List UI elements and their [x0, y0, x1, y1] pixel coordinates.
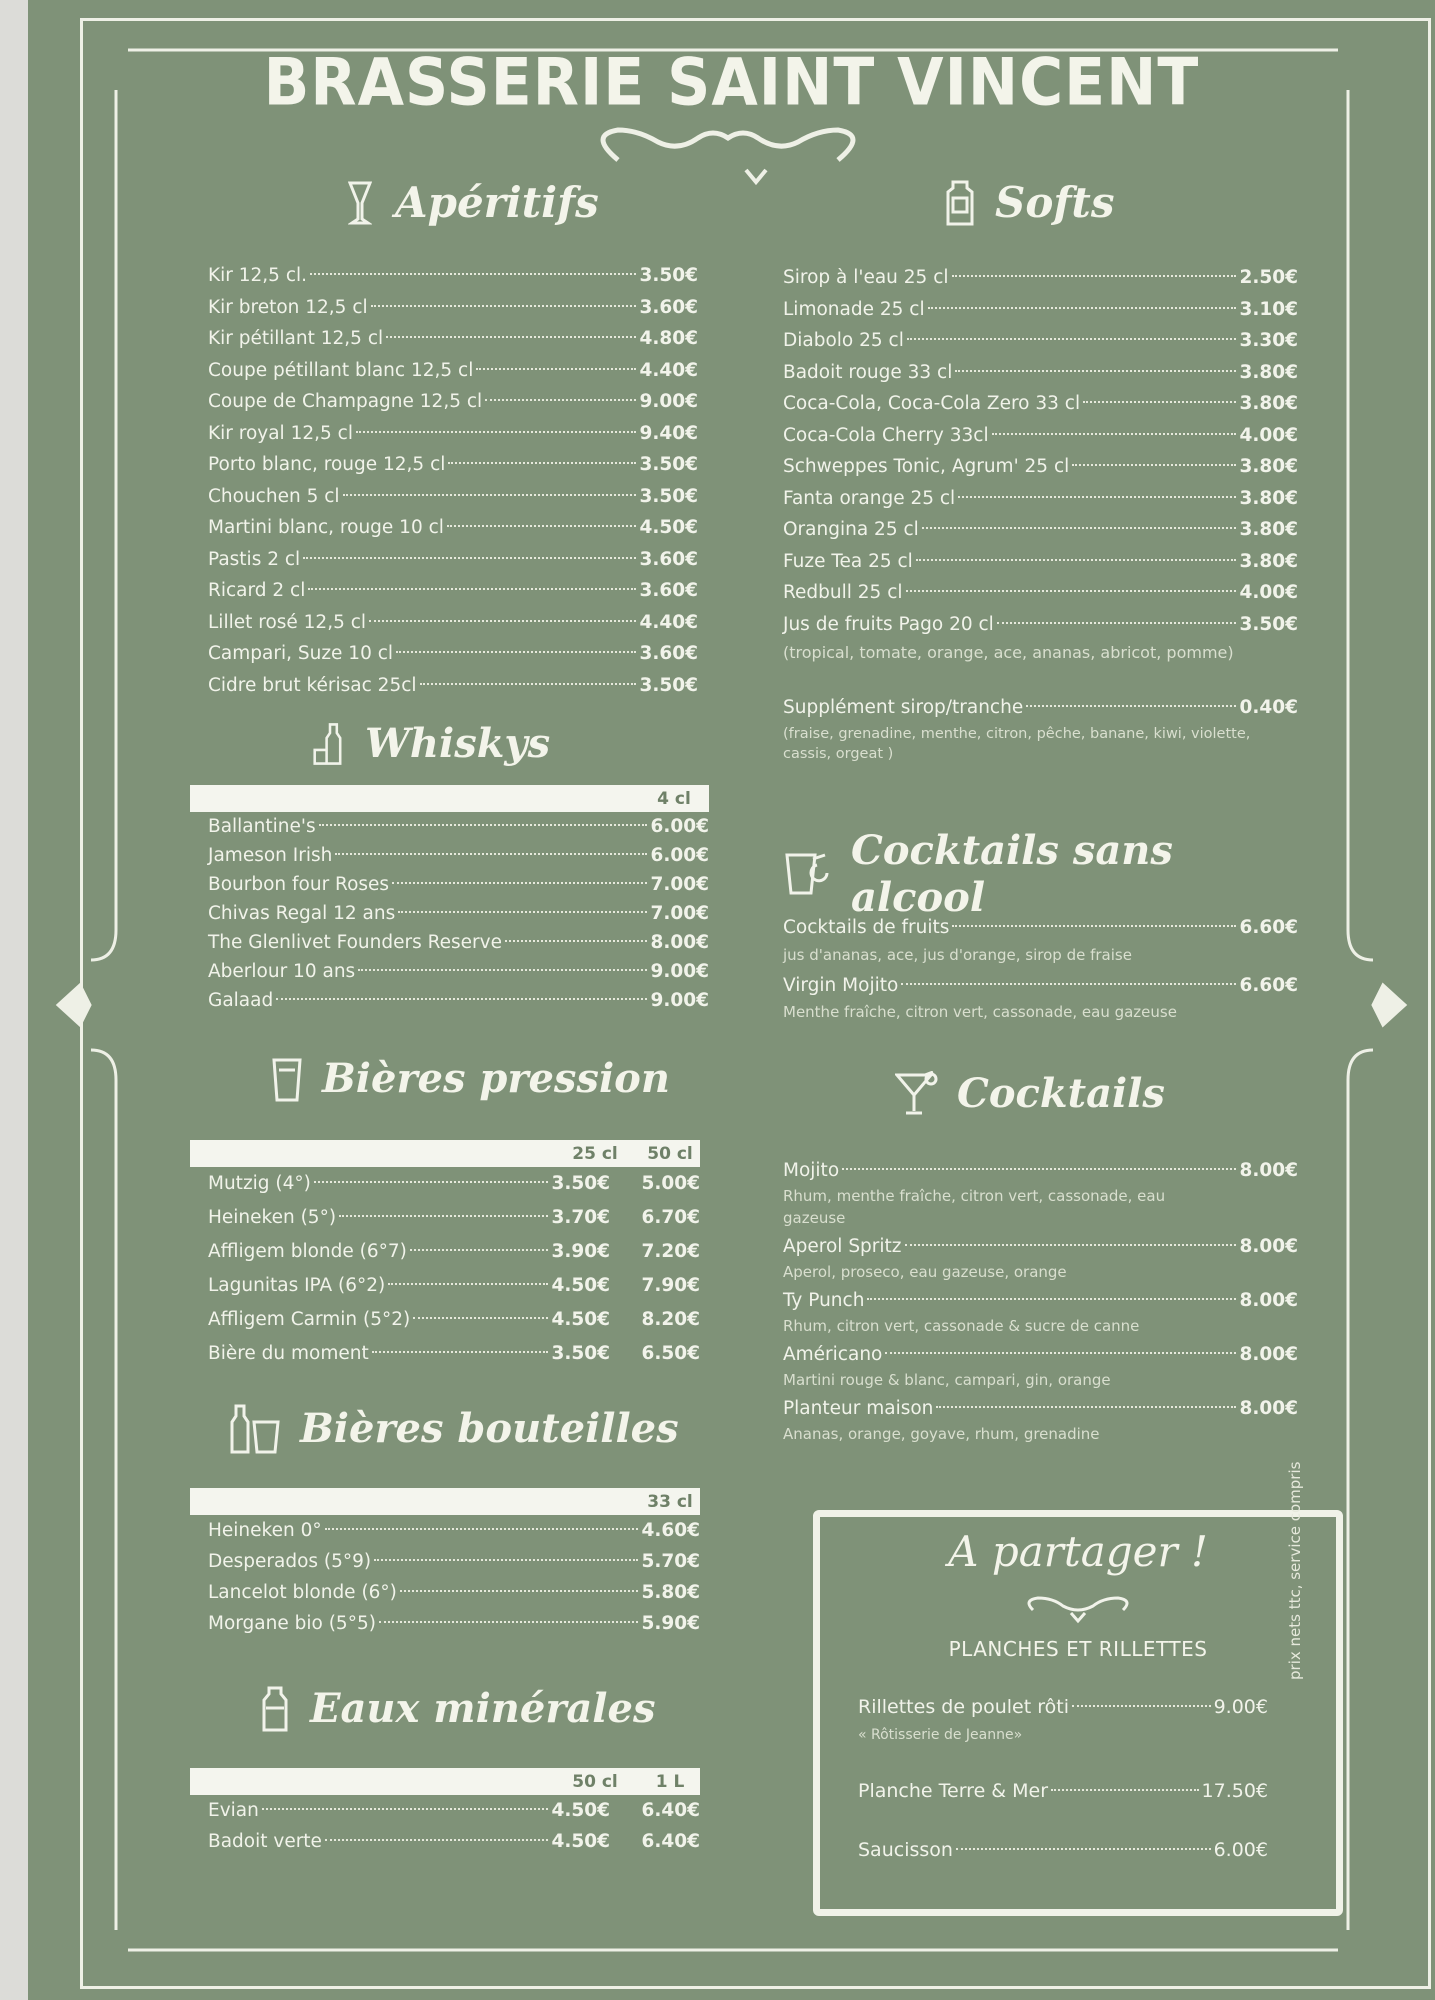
list-item: Planteur maison 8.00€ — [783, 1398, 1298, 1419]
list-item: Affligem blonde (6°7) 3.90€ 7.20€ — [208, 1241, 700, 1262]
list-item: Chouchen 5 cl 3.50€ — [208, 485, 698, 507]
list-item: Lancelot blonde (6°) 5.80€ — [208, 1582, 700, 1603]
list-item: Aberlour 10 ans 9.00€ — [208, 961, 709, 982]
list-item: Redbull 25 cl 4.00€ — [783, 582, 1298, 603]
eaux-size-header: 50 cl 1 L — [190, 1768, 700, 1795]
glass-icon — [343, 180, 377, 226]
supplement-note: (fraise, grenadine, menthe, citron, pêche, banane, kiwi, violette, cassis, orgeat ) — [783, 725, 1251, 762]
cocktails-title: Cocktails — [895, 1070, 1165, 1117]
juice-note: (tropical, tomate, orange, ace, ananas, abricot, pomme) — [783, 643, 1234, 662]
whiskys-title: Whiskys — [313, 720, 550, 767]
bottle-icon — [313, 721, 347, 767]
list-item: Kir royal 12,5 cl 9.40€ — [208, 422, 698, 444]
sharing-box — [813, 1510, 1343, 1916]
list-item: Ty Punch 8.00€ — [783, 1290, 1298, 1311]
list-item: Limonade 25 cl 3.10€ — [783, 298, 1298, 320]
item-description: Rhum, menthe fraîche, citron vert, cassonade, eau gazeuse — [783, 1187, 1166, 1227]
list-item: Américano 8.00€ — [783, 1344, 1298, 1365]
list-item: Morgane bio (5°5) 5.90€ — [208, 1613, 700, 1634]
list-item: Bourbon four Roses 7.00€ — [208, 874, 709, 895]
list-item: Mojito 8.00€ — [783, 1160, 1298, 1181]
list-item: Chivas Regal 12 ans 7.00€ — [208, 903, 709, 924]
whiskys-list — [190, 785, 709, 1015]
pression-size-header: 25 cl 50 cl — [190, 1140, 700, 1167]
sans-alcool-list — [783, 912, 1298, 1023]
restaurant-title: BRASSERIE SAINT VINCENT — [263, 45, 1200, 121]
item-description: Menthe fraîche, citron vert, cassonade, eau gazeuse — [783, 1003, 1177, 1021]
cocktails-list — [783, 1157, 1298, 1445]
list-item: Planche Terre & Mer 17.50€ — [858, 1779, 1268, 1802]
list-item: Kir 12,5 cl. 3.50€ — [208, 265, 698, 286]
footnote: prix nets ttc, service compris — [1286, 1461, 1304, 1680]
list-item: Jameson Irish 6.00€ — [208, 845, 709, 866]
sans-alcool-title: Cocktails sans alcool — [783, 827, 1303, 921]
soda-can-icon — [943, 180, 977, 226]
list-item: Schweppes Tonic, Agrum' 25 cl 3.80€ — [783, 456, 1298, 477]
list-item: Porto blanc, rouge 12,5 cl 3.50€ — [208, 454, 698, 475]
list-item: Ballantine's 6.00€ — [208, 816, 709, 837]
list-item: Cocktails de fruits 6.60€ — [783, 917, 1298, 938]
list-item: Cidre brut kérisac 25cl 3.50€ — [208, 674, 698, 696]
item-description: Martini rouge & blanc, campari, gin, orange — [783, 1371, 1111, 1389]
list-item: Rillettes de poulet rôti 9.00€ — [858, 1696, 1268, 1718]
list-item: Badoit verte 4.50€ 6.40€ — [208, 1831, 700, 1852]
list-item: Coupe de Champagne 12,5 cl 9.00€ — [208, 391, 698, 412]
item-description: jus d'ananas, ace, jus d'orange, sirop de fraise — [783, 945, 1132, 964]
pression-list — [190, 1140, 700, 1371]
list-item: Affligem Carmin (5°2) 4.50€ 8.20€ — [208, 1309, 700, 1330]
list-item: Galaad 9.00€ — [208, 990, 709, 1011]
aperitifs-title: Apéritifs — [343, 178, 599, 227]
list-item: Mutzig (4°) 3.50€ 5.00€ — [208, 1173, 700, 1194]
list-item: Diabolo 25 cl 3.30€ — [783, 330, 1298, 351]
aperitifs-list — [208, 260, 698, 701]
softs-title: Softs — [943, 178, 1114, 227]
list-item: Lagunitas IPA (6°2) 4.50€ 7.90€ — [208, 1275, 700, 1296]
bouteilles-title: Bières bouteilles — [228, 1405, 679, 1452]
list-item: Badoit rouge 33 cl 3.80€ — [783, 361, 1298, 383]
item-description: « Rôtisserie de Jeanne» — [858, 1726, 1023, 1743]
list-item: Ricard 2 cl 3.60€ — [208, 580, 698, 601]
sharing-list — [858, 1692, 1268, 1867]
list-item: Evian 4.50€ 6.40€ — [208, 1800, 700, 1821]
list-item: Jus de fruits Pago 20 cl 3.50€ — [783, 613, 1298, 635]
eaux-list — [190, 1768, 700, 1857]
mocktail-icon — [783, 851, 833, 897]
list-item: Desperados (5°9) 5.70€ — [208, 1551, 700, 1572]
eaux-title: Eaux minérales — [258, 1685, 655, 1732]
item-description: Aperol, proseco, eau gazeuse, orange — [783, 1263, 1067, 1281]
pression-title: Bières pression — [270, 1055, 670, 1102]
list-item: Fanta orange 25 cl 3.80€ — [783, 487, 1298, 509]
list-item: Sirop à l'eau 25 cl 2.50€ — [783, 267, 1298, 288]
softs-list — [783, 262, 1298, 764]
list-item: Orangina 25 cl 3.80€ — [783, 519, 1298, 540]
bouteilles-list — [190, 1488, 700, 1639]
list-item: Virgin Mojito 6.60€ — [783, 974, 1298, 996]
beer-glass-icon — [270, 1056, 304, 1102]
list-item: Fuze Tea 25 cl 3.80€ — [783, 550, 1298, 572]
list-item: Heineken 0° 4.60€ — [208, 1520, 700, 1541]
sharing-title: A partager ! — [948, 1527, 1208, 1576]
list-item: Bière du moment 3.50€ 6.50€ — [208, 1343, 700, 1364]
list-item: Coca-Cola Cherry 33cl 4.00€ — [783, 424, 1298, 446]
water-bottle-icon — [258, 1686, 292, 1732]
list-item: Kir breton 12,5 cl 3.60€ — [208, 296, 698, 318]
list-item: Coca-Cola, Coca-Cola Zero 33 cl 3.80€ — [783, 393, 1298, 414]
item-description: Ananas, orange, goyave, rhum, grenadine — [783, 1425, 1100, 1443]
list-item: Campari, Suze 10 cl 3.60€ — [208, 643, 698, 664]
item-description: Rhum, citron vert, cassonade & sucre de canne — [783, 1317, 1140, 1335]
list-item: Martini blanc, rouge 10 cl 4.50€ — [208, 517, 698, 538]
cocktail-glass-icon — [895, 1071, 939, 1117]
whiskys-size-header: 4 cl — [190, 785, 709, 812]
menu-sheet — [28, 0, 1435, 2000]
sharing-subtitle: PLANCHES ET RILLETTES — [948, 1637, 1208, 1661]
list-item: The Glenlivet Founders Reserve 8.00€ — [208, 932, 709, 953]
list-item: Pastis 2 cl 3.60€ — [208, 548, 698, 570]
list-item: Coupe pétillant blanc 12,5 cl 4.40€ — [208, 359, 698, 381]
flourish-ornament — [1023, 1595, 1133, 1625]
list-item: Kir pétillant 12,5 cl 4.80€ — [208, 328, 698, 349]
list-item: Lillet rosé 12,5 cl 4.40€ — [208, 611, 698, 633]
list-item: Aperol Spritz 8.00€ — [783, 1236, 1298, 1257]
bouteilles-size-header: 33 cl — [190, 1488, 700, 1515]
list-item: Saucisson 6.00€ — [858, 1839, 1268, 1861]
beer-bottle-icon — [228, 1406, 282, 1452]
supplement-item: Supplément sirop/tranche 0.40€ — [783, 697, 1298, 718]
list-item: Heineken (5°) 3.70€ 6.70€ — [208, 1207, 700, 1228]
